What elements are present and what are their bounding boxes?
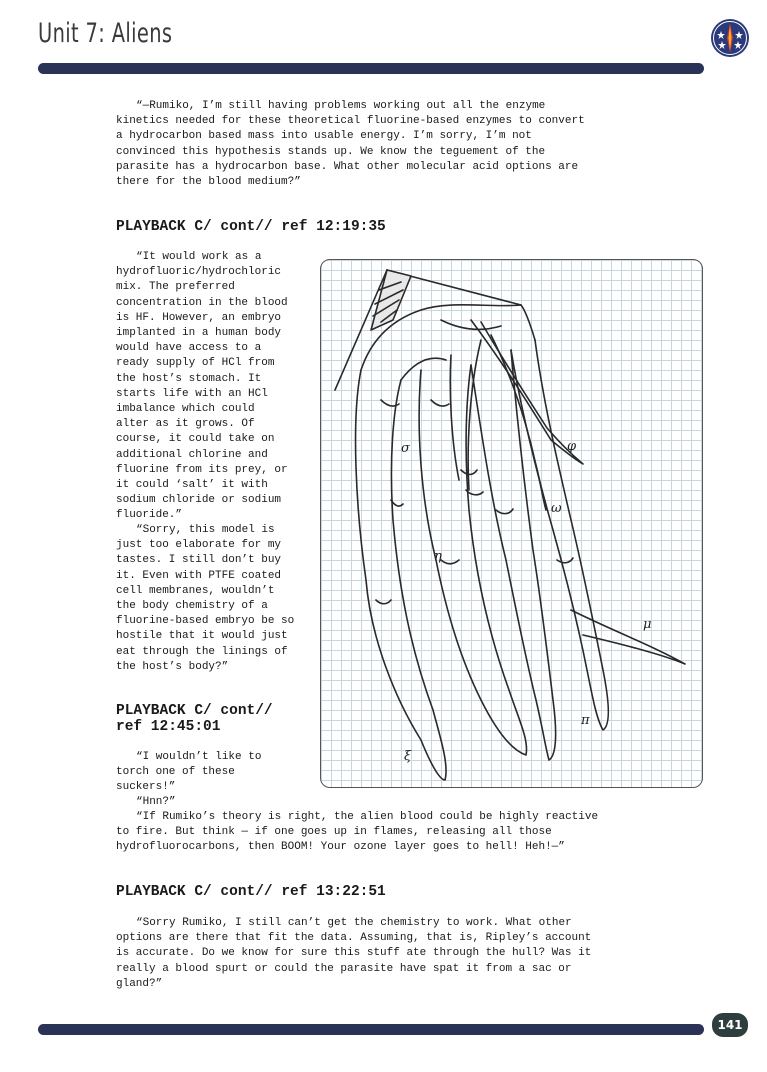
alien-hand-sketch: [321, 260, 703, 788]
paragraph-acid-mix: “It would work as a hydrofluoric/hydrochloric mix. The preferred concentration in the blood is HF. However, an embryo implanted in a human body would have access to a ready supply of HCl from the host’s stomach. It starts life with an HCl imbalance which could alter as it grows. Of course, it could take on additional chlorine and fluorine from its prey, or it could ‘salt’ it with sodium chloride or sodium fluoride.”: [116, 251, 288, 522]
paragraph-intro: “—Rumiko, I’m still having problems working out all the enzyme kinetics needed for these theoretical fluorine-based enzymes to convert a hydrocarbon based mass into usable energy. I’m sorry, I’m not convinced this hypothesis stands up. We know the teguement of the parasite has a hydrocarbon base. What other molecular acid options are there for the blood medium?”: [116, 100, 585, 189]
paragraph-ozone: “If Rumiko’s theory is right, the alien blood could be highly reactive to fire. But think — if one goes up in flames, releasing all those hydrofluorocarbons, then BOOM! Your ozone layer goes to hell! Heh!—”: [116, 811, 599, 854]
label-omega: ω: [551, 501, 562, 516]
label-pi: π: [581, 713, 590, 728]
paragraph-chemistry: “Sorry Rumiko, I still can’t get the chemistry to work. What other options are there that fit the data. Assuming, that is, Ripley’s account is accurate. Do we know for sure this stuff ate through the hull? Was it really a blood spurt or could the parasite have spat it from a sac or gland?”: [116, 917, 592, 990]
label-eta: η: [434, 549, 442, 564]
playback-heading-1: PLAYBACK C/ cont// ref 12:19:35: [116, 219, 386, 235]
chapter-title: Unit 7: Aliens: [38, 18, 173, 49]
page-number: 141: [712, 1013, 748, 1037]
alien-hand-diagram: [320, 259, 703, 788]
header-rule: [38, 63, 704, 74]
playback-heading-3: PLAYBACK C/ cont// ref 13:22:51: [116, 884, 386, 900]
label-xi: ξ: [404, 749, 412, 764]
paragraph-hnn: “Hnn?”: [136, 796, 176, 808]
footer-rule: [38, 1024, 704, 1035]
label-sigma: σ: [401, 441, 410, 456]
paragraph-model-doubt: “Sorry, this model is just too elaborate for my tastes. I still don’t buy it. Even with PTFE coated cell membranes, wouldn’t the body chemistry of a fluorine-based embryo be so hostile that it would just eat through the linings of the host’s body?”: [116, 524, 295, 673]
playback-heading-2: PLAYBACK C/ cont// ref 12:45:01: [116, 703, 273, 735]
paragraph-torch: “I wouldn’t like to torch one of these suckers!”: [116, 751, 262, 794]
label-mu: μ: [643, 617, 652, 632]
colonial-marines-emblem-icon: [710, 18, 750, 58]
label-phi: φ: [567, 439, 577, 454]
